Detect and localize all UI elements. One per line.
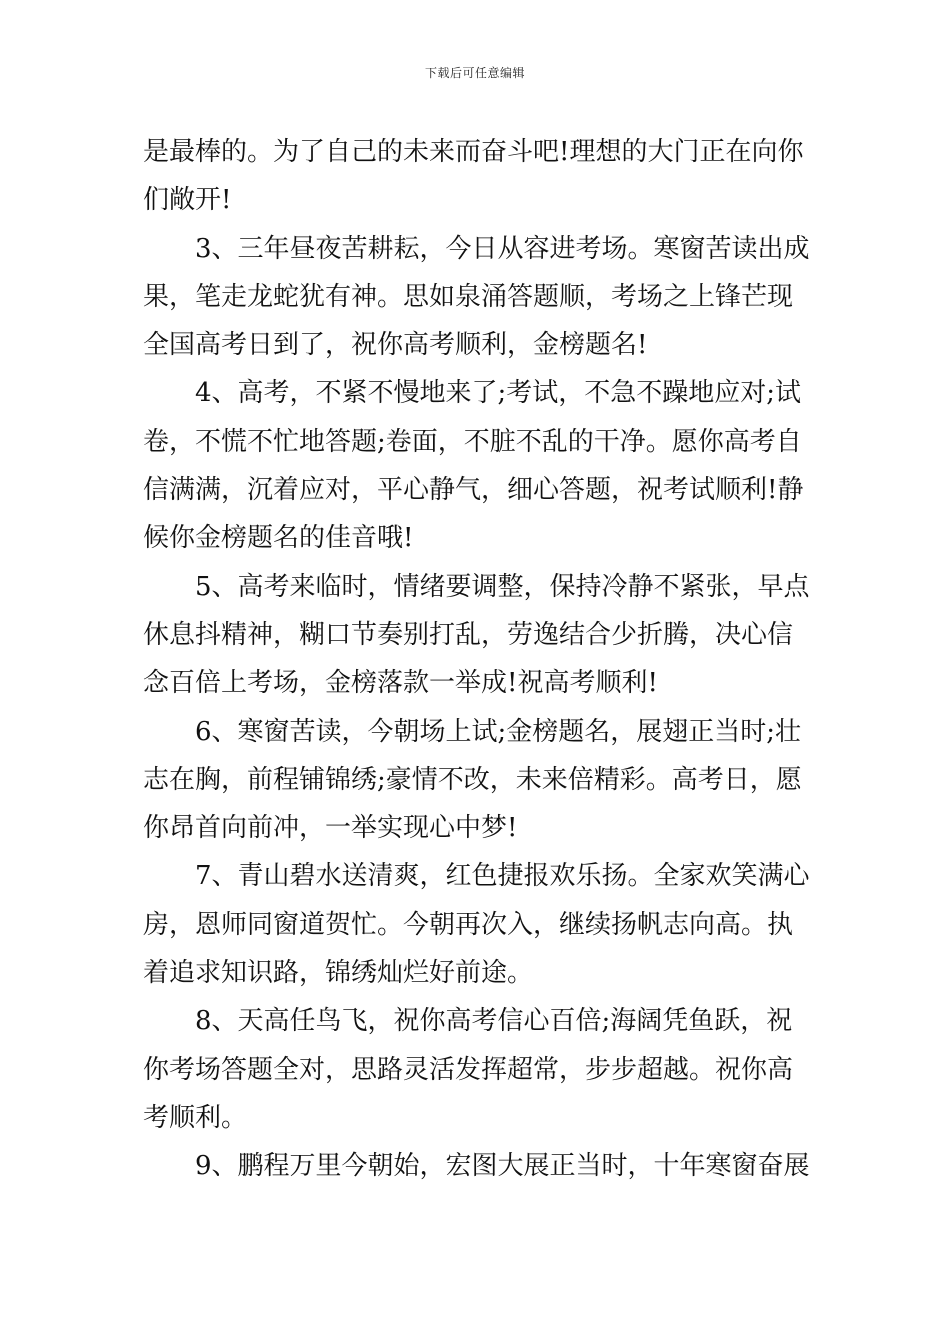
document-body bbox=[143, 128, 808, 1191]
text-line: 候你金榜题名的佳音哦! bbox=[143, 523, 414, 554]
paragraph-item-7 bbox=[143, 852, 808, 997]
text-line: 7、青山碧水送清爽，红色捷报欢乐扬。全家欢笑满心 bbox=[195, 861, 810, 892]
text-line: 9、鹏程万里今朝始，宏图大展正当时，十年寒窗奋展 bbox=[195, 1151, 810, 1182]
paragraph-item-8 bbox=[143, 997, 808, 1142]
paragraph-item-4 bbox=[143, 369, 808, 562]
text-line: 5、高考来临时，情绪要调整，保持冷静不紧张，早点 bbox=[195, 571, 810, 602]
text-line: 果，笔走龙蛇犹有神。思如泉涌答题顺，考场之上锋芒现 bbox=[143, 281, 794, 312]
text-line: 你考场答题全对，思路灵活发挥超常，步步超越。祝你高 bbox=[143, 1054, 794, 1085]
paragraph-1 bbox=[143, 128, 808, 225]
text-line: 志在胸，前程铺锦绣;豪情不改，未来倍精彩。高考日，愿 bbox=[143, 764, 802, 795]
text-line: 卷，不慌不忙地答题;卷面，不脏不乱的干净。愿你高考自 bbox=[143, 426, 802, 457]
text-line: 休息抖精神，糊口节奏别打乱，劳逸结合少折腾，决心信 bbox=[143, 619, 794, 650]
text-line: 们敞开! bbox=[143, 185, 232, 216]
paragraph-item-3 bbox=[143, 225, 808, 370]
page-header-note: 下载后可任意编辑 bbox=[424, 66, 525, 80]
text-line: 着追求知识路，锦绣灿烂好前途。 bbox=[143, 958, 534, 989]
text-line: 6、寒窗苦读，今朝场上试;金榜题名，展翅正当时;壮 bbox=[195, 716, 802, 747]
paragraph-item-9 bbox=[143, 1142, 808, 1190]
text-line: 全国高考日到了，祝你高考顺利，金榜题名! bbox=[143, 330, 648, 361]
paragraph-item-6 bbox=[143, 708, 808, 853]
text-line: 8、天高任鸟飞，祝你高考信心百倍;海阔凭鱼跃，祝 bbox=[195, 1006, 793, 1037]
text-line: 4、高考，不紧不慢地来了;考试，不急不躁地应对;试 bbox=[195, 378, 802, 409]
text-line: 你昂首向前冲，一举实现心中梦! bbox=[143, 813, 518, 844]
paragraph-item-5 bbox=[143, 563, 808, 708]
text-line: 考顺利。 bbox=[143, 1102, 248, 1133]
text-line: 3、三年昼夜苦耕耘，今日从容进考场。寒窗苦读出成 bbox=[195, 233, 810, 264]
text-line: 信满满，沉着应对，平心静气，细心答题，祝考试顺利!静 bbox=[143, 475, 804, 506]
text-line: 是最棒的。为了自己的未来而奋斗吧!理想的大门正在向你 bbox=[143, 137, 804, 167]
text-line: 念百倍上考场，金榜落款一举成!祝高考顺利! bbox=[143, 668, 658, 699]
text-line: 房，恩师同窗道贺忙。今朝再次入，继续扬帆志向高。执 bbox=[143, 909, 794, 940]
